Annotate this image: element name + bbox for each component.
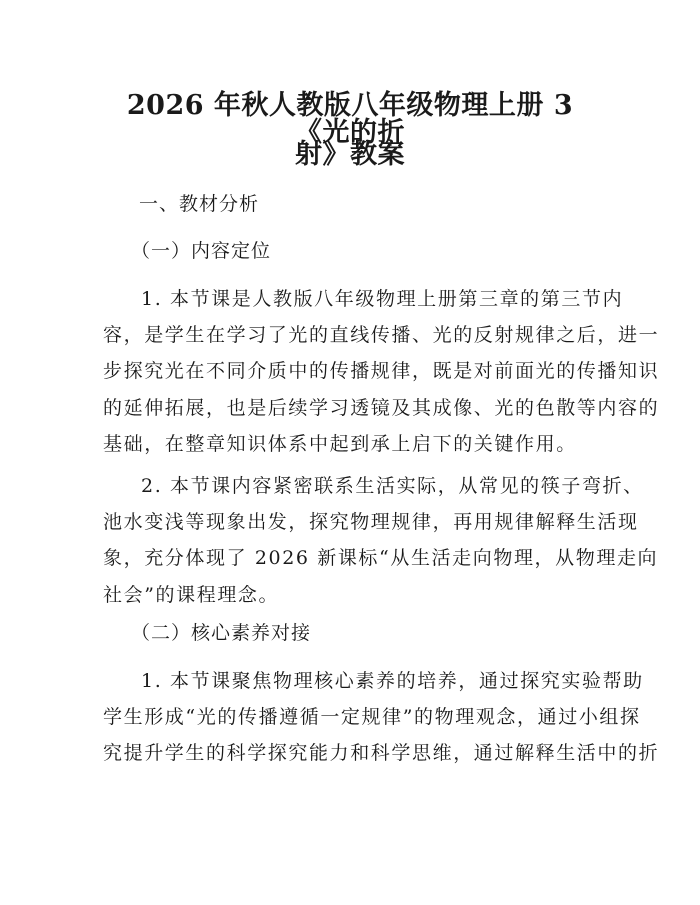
paragraph-line: 1. 本节课是人教版八年级物理上册第三章的第三节内 [141,288,624,310]
section-heading-teaching-material-analysis: 一、教材分析 [139,193,260,215]
paragraph-line: 步探究光在不同介质中的传播规律，既是对前面光的传播知识 [103,360,660,383]
paragraph-line: 2. 本节课内容紧密联系生活实际，从常见的筷子弯折、 [141,475,644,497]
paragraph-line: 象，充分体现了 2026 新课标“从生活走向物理，从物理走向 [103,547,659,570]
paragraph-line: 1. 本节课聚焦物理核心素养的培养，通过探究实验帮助 [141,670,644,692]
paragraph-content-positioning-2 [103,468,659,613]
paragraph-line: 学生形成“光的传播遵循一定规律”的物理观念，通过小组探 [103,706,641,729]
paragraph-line: 究提升学生的科学探究能力和科学思维，通过解释生活中的折 [103,742,660,765]
paragraph-line: 池水变浅等现象出发，探究物理规律，再用规律解释生活现 [103,511,639,534]
paragraph-line: 基础，在整章知识体系中起到承上启下的关键作用。 [103,432,577,455]
paragraph-line: 社会”的课程理念。 [103,583,280,606]
document-title-line-1: 2026 年秋人教版八年级物理上册 3《光的折 [126,90,574,148]
paragraph-core-literacy-1 [103,663,660,772]
subsection-heading-core-literacy: （二）核心素养对接 [131,622,312,644]
document-title-line-2: 射》教案 [295,139,405,170]
paragraph-line: 容，是学生在学习了光的直线传播、光的反射规律之后，进一 [103,324,660,347]
paragraph-line: 的延伸拓展，也是后续学习透镜及其成像、光的色散等内容的 [103,396,660,419]
paragraph-content-positioning-1 [103,281,660,462]
subsection-heading-content-positioning: （一）内容定位 [131,240,272,262]
